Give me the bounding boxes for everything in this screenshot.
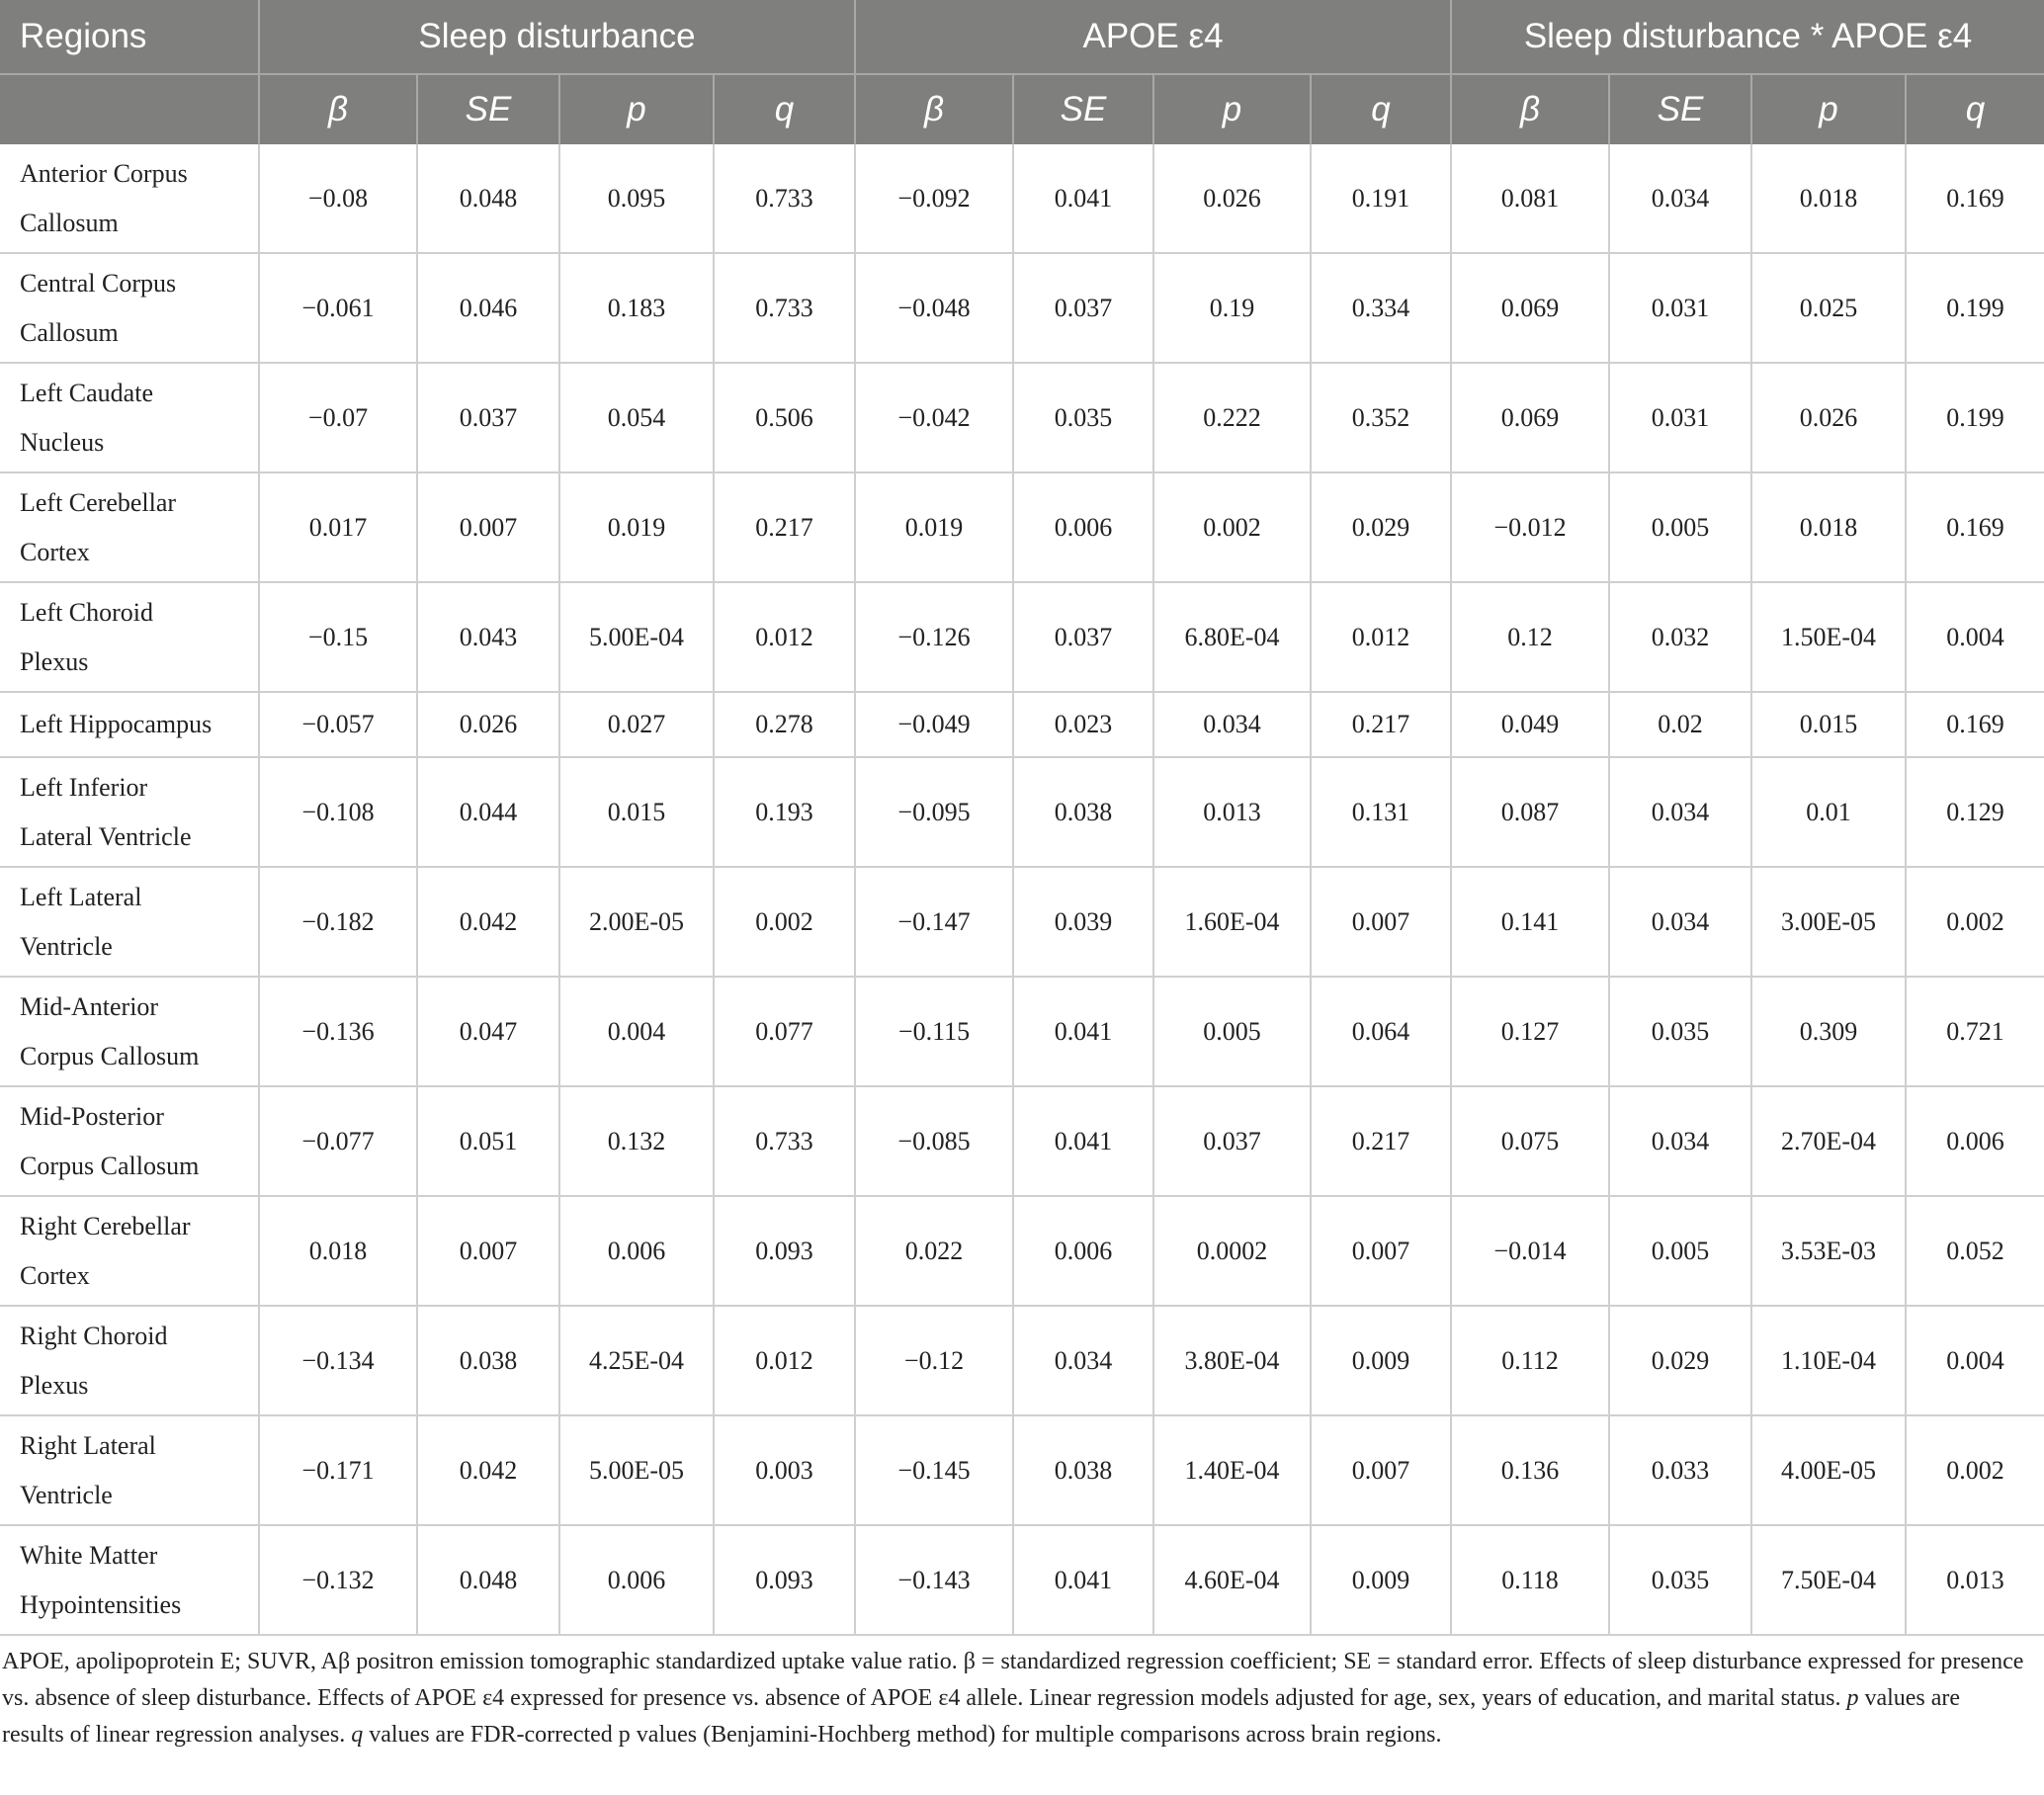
- table-row: [0, 472, 2044, 582]
- value-cell: 0.015: [1751, 692, 1906, 757]
- value-cell: 0.007: [1311, 1196, 1451, 1306]
- value-cell: 0.721: [1906, 977, 2044, 1086]
- value-cell: −0.143: [855, 1525, 1013, 1635]
- value-cell: 2.00E-05: [559, 867, 714, 977]
- value-cell: 0.023: [1013, 692, 1153, 757]
- value-cell: −0.014: [1451, 1196, 1609, 1306]
- region-cell: [0, 1306, 259, 1415]
- value-cell: 5.00E-05: [559, 1415, 714, 1525]
- value-cell: 0.026: [1751, 363, 1906, 472]
- value-cell: −0.132: [259, 1525, 417, 1635]
- value-cell: 0.278: [714, 692, 855, 757]
- value-cell: −0.012: [1451, 472, 1609, 582]
- value-cell: −0.057: [259, 692, 417, 757]
- value-cell: 4.60E-04: [1153, 1525, 1311, 1635]
- region-cell: [0, 144, 259, 253]
- value-cell: −0.15: [259, 582, 417, 692]
- value-cell: 2.70E-04: [1751, 1086, 1906, 1196]
- value-cell: 0.041: [1013, 144, 1153, 253]
- footnote-q-letter: q: [351, 1722, 364, 1748]
- header-stat: q: [1906, 74, 2044, 144]
- table-row: [0, 144, 2044, 253]
- header-stat: β: [259, 74, 417, 144]
- value-cell: 0.217: [714, 472, 855, 582]
- value-cell: 0.183: [559, 253, 714, 363]
- value-cell: 1.60E-04: [1153, 867, 1311, 977]
- value-cell: −0.115: [855, 977, 1013, 1086]
- value-cell: 0.009: [1311, 1525, 1451, 1635]
- value-cell: 0.087: [1451, 757, 1609, 867]
- value-cell: 0.112: [1451, 1306, 1609, 1415]
- value-cell: 0.012: [714, 582, 855, 692]
- region-line: Hypointensities: [20, 1589, 182, 1619]
- value-cell: −0.145: [855, 1415, 1013, 1525]
- value-cell: 0.012: [1311, 582, 1451, 692]
- value-cell: −0.136: [259, 977, 417, 1086]
- value-cell: 0.048: [417, 1525, 559, 1635]
- value-cell: −0.048: [855, 253, 1013, 363]
- value-cell: 0.047: [417, 977, 559, 1086]
- region-cell: [0, 692, 259, 757]
- region-line: Cortex: [20, 1260, 90, 1290]
- value-cell: 0.127: [1451, 977, 1609, 1086]
- region-cell: [0, 582, 259, 692]
- value-cell: 1.40E-04: [1153, 1415, 1311, 1525]
- footnote-text-2: values are results of linear regression analyses.: [2, 1685, 1961, 1748]
- value-cell: 0.002: [714, 867, 855, 977]
- region-cell: [0, 1086, 259, 1196]
- value-cell: 0.035: [1013, 363, 1153, 472]
- region-line: Lateral Ventricle: [20, 821, 192, 851]
- value-cell: 0.034: [1609, 144, 1751, 253]
- value-cell: 0.041: [1013, 1525, 1153, 1635]
- value-cell: 0.017: [259, 472, 417, 582]
- value-cell: 0.034: [1609, 867, 1751, 977]
- header-row-groups: [0, 0, 2044, 74]
- table-row: [0, 363, 2044, 472]
- header-regions: Regions: [0, 0, 259, 74]
- value-cell: 0.093: [714, 1196, 855, 1306]
- value-cell: −0.108: [259, 757, 417, 867]
- value-cell: 0.035: [1609, 1525, 1751, 1635]
- value-cell: 0.029: [1609, 1306, 1751, 1415]
- value-cell: 0.081: [1451, 144, 1609, 253]
- value-cell: 0.169: [1906, 144, 2044, 253]
- value-cell: 0.006: [1906, 1086, 2044, 1196]
- table-row: [0, 977, 2044, 1086]
- value-cell: 0.025: [1751, 253, 1906, 363]
- value-cell: 0.018: [1751, 472, 1906, 582]
- value-cell: 0.193: [714, 757, 855, 867]
- value-cell: 0.037: [1153, 1086, 1311, 1196]
- value-cell: 0.044: [417, 757, 559, 867]
- value-cell: 0.042: [417, 1415, 559, 1525]
- value-cell: 0.733: [714, 253, 855, 363]
- value-cell: 0.136: [1451, 1415, 1609, 1525]
- value-cell: 0.093: [714, 1525, 855, 1635]
- header-stat: SE: [1013, 74, 1153, 144]
- value-cell: 0.118: [1451, 1525, 1609, 1635]
- region-line: Mid-Posterior: [20, 1101, 164, 1131]
- value-cell: 0.007: [417, 472, 559, 582]
- value-cell: 0.026: [417, 692, 559, 757]
- value-cell: 0.013: [1906, 1525, 2044, 1635]
- region-cell: [0, 867, 259, 977]
- footnote-text-3: values are FDR-corrected p values (Benjamini-Hochberg method) for multiple comparisons across brain regions.: [363, 1722, 1442, 1748]
- region-line: Left Caudate: [20, 378, 153, 407]
- value-cell: 0.038: [417, 1306, 559, 1415]
- value-cell: 0.131: [1311, 757, 1451, 867]
- value-cell: −0.092: [855, 144, 1013, 253]
- value-cell: −0.061: [259, 253, 417, 363]
- header-stat: β: [855, 74, 1013, 144]
- value-cell: 0.038: [1013, 757, 1153, 867]
- header-stat: p: [1153, 74, 1311, 144]
- value-cell: 0.733: [714, 144, 855, 253]
- region-line: Anterior Corpus: [20, 158, 188, 188]
- value-cell: 4.00E-05: [1751, 1415, 1906, 1525]
- value-cell: 0.064: [1311, 977, 1451, 1086]
- region-line: Left Choroid: [20, 597, 154, 627]
- table-footnote: [0, 1636, 2044, 1753]
- value-cell: 0.029: [1311, 472, 1451, 582]
- value-cell: 0.19: [1153, 253, 1311, 363]
- value-cell: −0.042: [855, 363, 1013, 472]
- value-cell: 0.069: [1451, 253, 1609, 363]
- value-cell: 0.048: [417, 144, 559, 253]
- table-row: [0, 582, 2044, 692]
- region-cell: [0, 757, 259, 867]
- region-line: Plexus: [20, 646, 89, 676]
- value-cell: 0.037: [1013, 253, 1153, 363]
- header-stat: β: [1451, 74, 1609, 144]
- header-stat: q: [714, 74, 855, 144]
- value-cell: −0.134: [259, 1306, 417, 1415]
- value-cell: 0.054: [559, 363, 714, 472]
- header-stat: p: [1751, 74, 1906, 144]
- value-cell: 0.002: [1153, 472, 1311, 582]
- value-cell: 0.009: [1311, 1306, 1451, 1415]
- table-row: [0, 1415, 2044, 1525]
- value-cell: 0.019: [855, 472, 1013, 582]
- region-line: Left Cerebellar: [20, 487, 177, 517]
- value-cell: −0.08: [259, 144, 417, 253]
- value-cell: 0.035: [1609, 977, 1751, 1086]
- value-cell: 3.80E-04: [1153, 1306, 1311, 1415]
- value-cell: 0.006: [559, 1525, 714, 1635]
- value-cell: 0.506: [714, 363, 855, 472]
- value-cell: 0.222: [1153, 363, 1311, 472]
- value-cell: 0.018: [259, 1196, 417, 1306]
- value-cell: 0.039: [1013, 867, 1153, 977]
- footnote-text-1: APOE, apolipoprotein E; SUVR, Aβ positron emission tomographic standardized uptake value ratio. β = standardized regression coefficient; SE = standard error. Effects of sleep disturbance expressed for presence vs. absence of sleep disturbance. Effects of APOE ε4 expressed for presence vs. absence of APOE ε4 allele. Linear regression models adjusted for age, sex, years of education, and marital status.: [2, 1649, 2024, 1711]
- value-cell: 0.022: [855, 1196, 1013, 1306]
- value-cell: 0.141: [1451, 867, 1609, 977]
- value-cell: 0.034: [1609, 757, 1751, 867]
- value-cell: 0.006: [1013, 1196, 1153, 1306]
- value-cell: 0.199: [1906, 363, 2044, 472]
- table-body: [0, 144, 2044, 1635]
- value-cell: 0.077: [714, 977, 855, 1086]
- value-cell: 0.004: [559, 977, 714, 1086]
- value-cell: 0.007: [1311, 867, 1451, 977]
- value-cell: 0.002: [1906, 1415, 2044, 1525]
- value-cell: 0.169: [1906, 472, 2044, 582]
- value-cell: 0.352: [1311, 363, 1451, 472]
- value-cell: 0.129: [1906, 757, 2044, 867]
- region-line: Left Inferior: [20, 772, 148, 802]
- table-row: [0, 1196, 2044, 1306]
- region-line: Left Lateral: [20, 882, 142, 911]
- value-cell: 0.041: [1013, 1086, 1153, 1196]
- region-cell: [0, 1415, 259, 1525]
- value-cell: 1.50E-04: [1751, 582, 1906, 692]
- value-cell: 0.027: [559, 692, 714, 757]
- table-row: [0, 867, 2044, 977]
- value-cell: 0.309: [1751, 977, 1906, 1086]
- value-cell: −0.07: [259, 363, 417, 472]
- table-row: [0, 1306, 2044, 1415]
- value-cell: 0.052: [1906, 1196, 2044, 1306]
- value-cell: 0.334: [1311, 253, 1451, 363]
- value-cell: 0.733: [714, 1086, 855, 1196]
- value-cell: 0.002: [1906, 867, 2044, 977]
- header-row-stats: [0, 74, 2044, 144]
- region-line: Nucleus: [20, 427, 105, 457]
- value-cell: 0.038: [1013, 1415, 1153, 1525]
- value-cell: 0.037: [417, 363, 559, 472]
- region-line: White Matter: [20, 1540, 158, 1570]
- value-cell: 1.10E-04: [1751, 1306, 1906, 1415]
- region-line: Central Corpus: [20, 268, 177, 298]
- value-cell: 0.005: [1609, 1196, 1751, 1306]
- value-cell: 6.80E-04: [1153, 582, 1311, 692]
- value-cell: 3.00E-05: [1751, 867, 1906, 977]
- region-line: Plexus: [20, 1370, 89, 1400]
- value-cell: 0.095: [559, 144, 714, 253]
- table-row: [0, 253, 2044, 363]
- header-stat: q: [1311, 74, 1451, 144]
- value-cell: 0.0002: [1153, 1196, 1311, 1306]
- region-line: Callosum: [20, 317, 119, 347]
- value-cell: −0.171: [259, 1415, 417, 1525]
- value-cell: 0.034: [1153, 692, 1311, 757]
- value-cell: 0.033: [1609, 1415, 1751, 1525]
- value-cell: 0.042: [417, 867, 559, 977]
- value-cell: −0.182: [259, 867, 417, 977]
- header-stat: p: [559, 74, 714, 144]
- header-blank-cell: [0, 74, 259, 144]
- footnote-p-letter: p: [1846, 1685, 1859, 1711]
- header-stat: SE: [417, 74, 559, 144]
- value-cell: 0.02: [1609, 692, 1751, 757]
- value-cell: 0.199: [1906, 253, 2044, 363]
- value-cell: 4.25E-04: [559, 1306, 714, 1415]
- value-cell: −0.077: [259, 1086, 417, 1196]
- value-cell: 0.041: [1013, 977, 1153, 1086]
- value-cell: 0.217: [1311, 1086, 1451, 1196]
- header-group-apoe: APOE ε4: [855, 0, 1451, 74]
- region-line: Mid-Anterior: [20, 991, 159, 1021]
- value-cell: 0.217: [1311, 692, 1451, 757]
- value-cell: −0.095: [855, 757, 1013, 867]
- value-cell: 0.005: [1609, 472, 1751, 582]
- table-row: [0, 692, 2044, 757]
- value-cell: 0.051: [417, 1086, 559, 1196]
- value-cell: 7.50E-04: [1751, 1525, 1906, 1635]
- region-cell: [0, 1196, 259, 1306]
- table-row: [0, 1086, 2044, 1196]
- table-row: [0, 1525, 2044, 1635]
- value-cell: 0.015: [559, 757, 714, 867]
- value-cell: 0.006: [559, 1196, 714, 1306]
- table-row: [0, 757, 2044, 867]
- value-cell: 0.132: [559, 1086, 714, 1196]
- region-line: Corpus Callosum: [20, 1041, 200, 1070]
- region-line: Corpus Callosum: [20, 1151, 200, 1180]
- value-cell: 0.007: [1311, 1415, 1451, 1525]
- region-cell: [0, 363, 259, 472]
- region-cell: [0, 253, 259, 363]
- table-header: [0, 0, 2044, 144]
- value-cell: 0.013: [1153, 757, 1311, 867]
- region-line: Left Hippocampus: [20, 710, 213, 738]
- value-cell: 0.034: [1013, 1306, 1153, 1415]
- value-cell: 0.069: [1451, 363, 1609, 472]
- value-cell: 0.046: [417, 253, 559, 363]
- region-cell: [0, 977, 259, 1086]
- value-cell: 0.075: [1451, 1086, 1609, 1196]
- value-cell: 0.006: [1013, 472, 1153, 582]
- header-group-sleep-disturbance: Sleep disturbance: [259, 0, 855, 74]
- header-stat: SE: [1609, 74, 1751, 144]
- value-cell: 0.01: [1751, 757, 1906, 867]
- value-cell: 0.031: [1609, 363, 1751, 472]
- value-cell: −0.12: [855, 1306, 1013, 1415]
- value-cell: 0.049: [1451, 692, 1609, 757]
- value-cell: 0.169: [1906, 692, 2044, 757]
- region-line: Right Cerebellar: [20, 1211, 191, 1240]
- value-cell: 0.043: [417, 582, 559, 692]
- value-cell: 0.031: [1609, 253, 1751, 363]
- value-cell: 0.004: [1906, 1306, 2044, 1415]
- value-cell: 0.191: [1311, 144, 1451, 253]
- value-cell: 0.003: [714, 1415, 855, 1525]
- region-line: Callosum: [20, 208, 119, 237]
- region-line: Ventricle: [20, 931, 113, 961]
- value-cell: −0.049: [855, 692, 1013, 757]
- region-line: Cortex: [20, 537, 90, 566]
- region-cell: [0, 472, 259, 582]
- region-line: Right Lateral: [20, 1430, 156, 1460]
- region-line: Ventricle: [20, 1480, 113, 1509]
- value-cell: 0.004: [1906, 582, 2044, 692]
- value-cell: 0.018: [1751, 144, 1906, 253]
- value-cell: 0.12: [1451, 582, 1609, 692]
- value-cell: 5.00E-04: [559, 582, 714, 692]
- value-cell: 0.019: [559, 472, 714, 582]
- value-cell: 0.032: [1609, 582, 1751, 692]
- value-cell: 0.026: [1153, 144, 1311, 253]
- value-cell: −0.126: [855, 582, 1013, 692]
- value-cell: 0.005: [1153, 977, 1311, 1086]
- value-cell: −0.085: [855, 1086, 1013, 1196]
- header-group-interaction: Sleep disturbance * APOE ε4: [1451, 0, 2044, 74]
- value-cell: 0.037: [1013, 582, 1153, 692]
- region-cell: [0, 1525, 259, 1635]
- value-cell: −0.147: [855, 867, 1013, 977]
- value-cell: 0.007: [417, 1196, 559, 1306]
- value-cell: 3.53E-03: [1751, 1196, 1906, 1306]
- region-line: Right Choroid: [20, 1321, 168, 1350]
- value-cell: 0.034: [1609, 1086, 1751, 1196]
- value-cell: 0.012: [714, 1306, 855, 1415]
